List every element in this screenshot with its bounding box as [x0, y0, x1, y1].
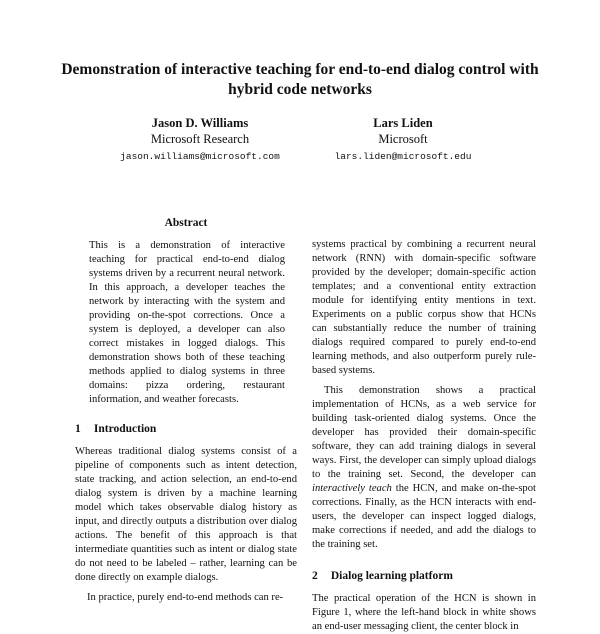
- author-1-affiliation: Microsoft Research: [150, 132, 250, 146]
- author-1-email: jason.williams@microsoft.com: [120, 151, 280, 162]
- title-line-2: hybrid code networks: [228, 81, 372, 98]
- author-2-email: lars.liden@microsoft.edu: [334, 151, 472, 162]
- author-2: [303, 115, 503, 164]
- section-2-paragraph-1: The practical operation of the HCN is shown in Figure 1, where the left-hand block in white shows an end-user messaging client, the center block in: [312, 593, 536, 632]
- abstract-heading: Abstract: [164, 217, 208, 229]
- author-1-name: Jason D. Williams: [151, 116, 249, 130]
- section-1-title: Introduction: [93, 423, 157, 435]
- paper-title: [40, 60, 560, 100]
- section-2-number: 2: [312, 570, 318, 582]
- section-1-number: 1: [75, 423, 81, 435]
- author-2-name: Lars Liden: [373, 116, 433, 130]
- section-2-heading: [312, 568, 536, 584]
- para3-emphasis: interactively teach: [312, 483, 392, 494]
- paragraph-continued: systems practical by combining a recurrent neural network (RNN) with domain-specific software provided by the developer; domain-specific action templates; and a conventional entity extraction module for identifying entity mentions in text. Experiments on a public corpus show that HCNs can substantially reduce the number of training dialogs required compared to purely end-to-end learning methods, and also outperform purely rule-based systems.: [312, 239, 536, 376]
- section-1-paragraph-2: In practice, purely end-to-end methods can re-: [87, 592, 284, 603]
- title-line-1: Demonstration of interactive teaching for end-to-end dialog control with: [61, 61, 539, 78]
- section-1-paragraph-1: Whereas traditional dialog systems consist of a pipeline of components such as intent detection, state tracking, and action selection, an end-to-end dialog system is driven by a machine learning model which takes observable dialog history as input, and directly outputs a distribution over dialog actions. The benefit of this approach is that intermediate quantities such as intent or dialog state do not need to be labeled – rather, learning can be done directly on example dialogs.: [75, 446, 297, 583]
- paragraph-demonstration: [312, 384, 536, 552]
- para3-part-b: the HCN, and make on-the-spot corrections. Finally, as the HCN interacts with end-users, the developer can inspect logged dialogs, make corrections if needed, and add the dialogs to the training set.: [312, 483, 536, 550]
- abstract-text: This is a demonstration of interactive teaching for practical end-to-end dialog systems driven by a recurrent neural network. In this approach, a developer teaches the network by interacting with the system and providing on-the-spot corrections. Once a system is deployed, a developer can also correct mistakes in logged dialogs. This demonstration shows both of these teaching methods applied to dialog systems in three domains: pizza ordering, restaurant information, and weather forecasts.: [89, 240, 285, 405]
- para3-part-a: This demonstration shows a practical implementation of HCNs, as a web service for building task-oriented dialog systems. Once the developer has provided their domain-specific software, they can add training dialogs in several ways. First, the developer can simply upload dialogs to the training set. Second, the developer can: [312, 385, 536, 480]
- left-column: [75, 215, 297, 605]
- section-1-heading: [75, 421, 297, 437]
- section-2-title: Dialog learning platform: [330, 570, 453, 582]
- right-column: [312, 238, 536, 634]
- author-1: [100, 115, 300, 164]
- author-2-affiliation: Microsoft: [378, 132, 428, 146]
